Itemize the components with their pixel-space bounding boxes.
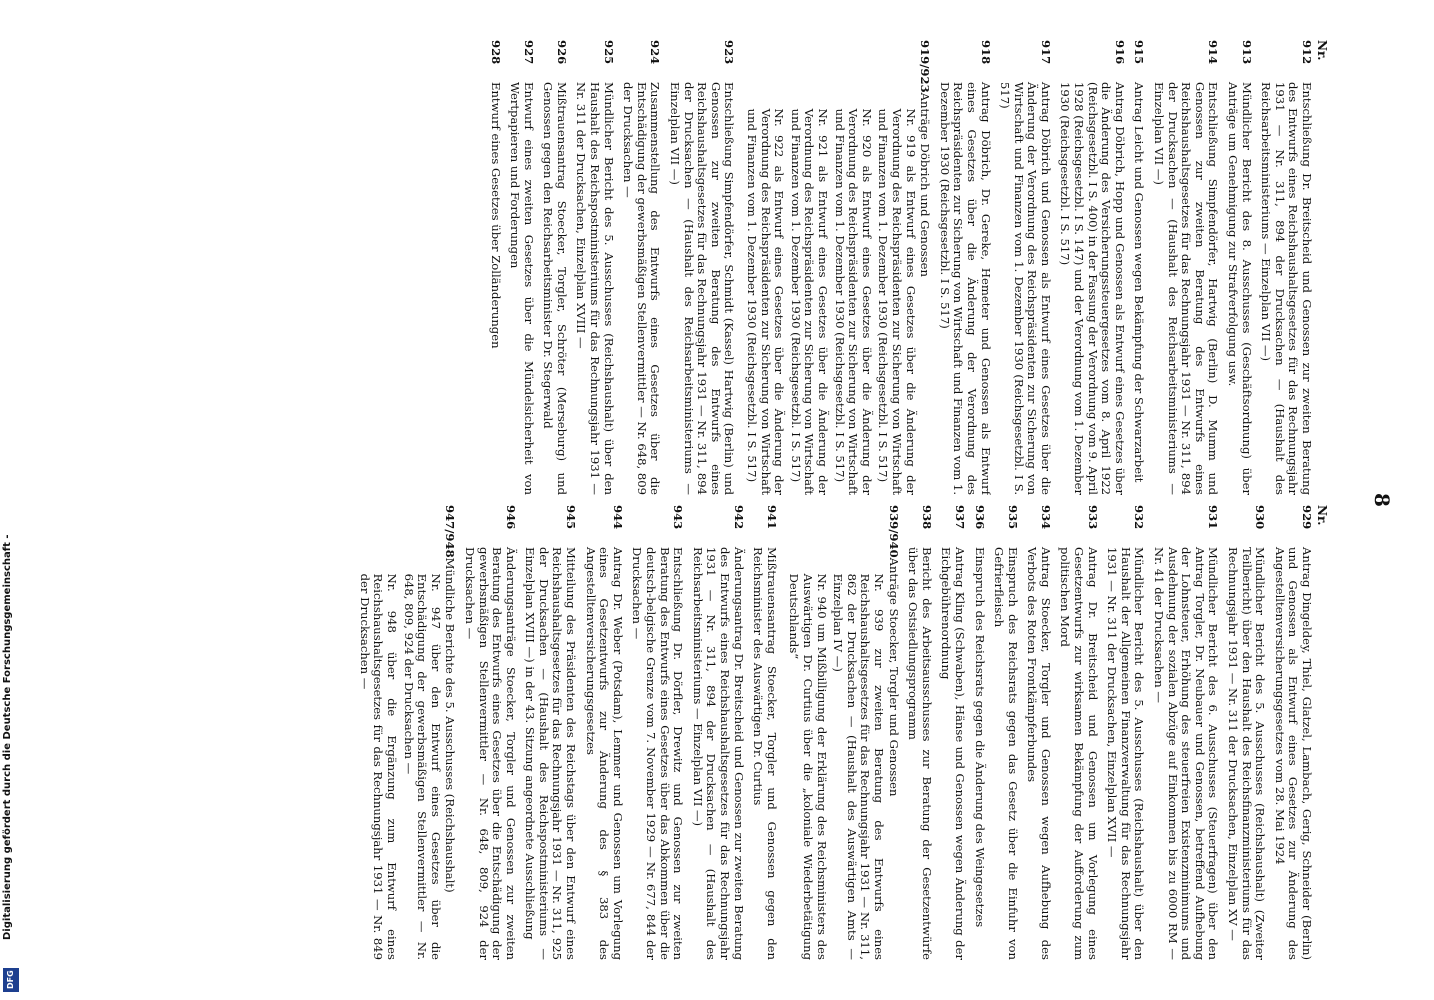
list-item [972, 505, 986, 960]
entry-number: 945 [564, 505, 579, 530]
list-item [1225, 40, 1252, 495]
entry-number: 937 [952, 505, 967, 530]
entry-text-block [741, 93, 931, 495]
entry-text: Mißtrauensantrag Stoecker, Torgler, Schröter (Merseburg) und Genossen gegen den Reichsarbeitsminister Dr. Stegerwald [541, 82, 569, 495]
list-item [937, 40, 991, 495]
entry-text-block [354, 558, 456, 960]
entry-text-block [1225, 82, 1252, 495]
sub-entry-text: Nr. 939 zur zweiten Beratung des Entwurfs eines Reichshaushaltsgesetzes für das Rechnungsjahr 1931 — Nr. 311, 862 der Drucksachen — (Haushalt des Auswärtigen Amts — Einzelplan IV —) [831, 573, 886, 960]
digitization-credit [2, 534, 22, 940]
entry-text-block [583, 547, 624, 960]
entry-number: 930 [1253, 505, 1268, 530]
entry-number: 913 [1239, 40, 1254, 65]
list-item [523, 505, 577, 960]
entry-number: 926 [554, 40, 569, 65]
sub-entry-text: Nr. 920 als Entwurf eines Gesetzes über die Änderung der Verordnung des Reichspräsidenten zur Sicherung von Wirtschaft und Finanzen vom 1. Dezember 1930 (Reichsgesetzbl. I S. 517) [832, 108, 874, 495]
entry-text: Mündlicher Bericht des 5. Ausschusses (Reichshaushalt) über den Haushalt der Allgemeinen Finanzverwaltung für das Rechnungsjahr 1931 — Nr. 311 der Drucksachen, Einzelplan XVII — [1105, 547, 1147, 960]
list-item [939, 505, 966, 960]
entry-number: 941 [764, 505, 779, 530]
list-item [1058, 505, 1099, 960]
entry-number: 912 [1300, 40, 1314, 65]
entry-text: Entschließung Dr. Breitscheid und Genossen zur zweiten Beratung des Entwurfs eines Reichshaushaltsgesetzes für das Rechnungsjahr 1931 — Nr. 311, 894 der Drucksachen — (Haushalt des Reichsarbeitsministeriums — Einzelplan VII —) [1259, 82, 1314, 495]
entry-number: 914 [1206, 40, 1221, 65]
entry-number: 915 [1132, 40, 1147, 65]
right-column [129, 505, 1329, 960]
entry-text-block [1259, 82, 1313, 495]
list-item [630, 505, 684, 960]
list-item [508, 40, 535, 495]
sub-entry-text: Nr. 919 als Entwurf eines Gesetzes über die Änderung der Verordnung des Reichspräsidenten zur Sicherung von Wirtschaft und Finanzen vom 1. Dezember 1930 (Reichsgesetzbl. I S. 517) [876, 108, 918, 495]
entry-text: Antrag Kling (Schwaben), Hänse und Genossen wegen Änderung der Eichgebührenordnung [939, 547, 967, 960]
entry-text-block [998, 82, 1052, 495]
entry-number: 934 [1038, 505, 1053, 530]
entry-number: 946 [503, 505, 518, 530]
entry-number: 935 [1005, 505, 1020, 530]
entry-number: 942 [731, 505, 746, 530]
entry-text: Änderungsantrag Dr. Breitscheid und Genossen zur zweiten Beratung des Entwurfs eines Reichshaushaltsgesetzes für das Rechnungsjahr 1931 — Nr. 311, 894 der Drucksachen — (Haushalt des Reichsarbeitsministeriums — Einzelplan VII —) [690, 547, 746, 960]
entry-text-block [1105, 547, 1146, 960]
entry-text-block [1151, 82, 1219, 495]
entry-text: Anträge Stoecker, Torgler und Genossen [886, 557, 901, 797]
entry-text-block [1058, 82, 1126, 495]
entry-text-block [1132, 82, 1146, 495]
entry-text: Antrag Dingeldey, Thiel, Glatzel, Lambach, Gerig, Schneider (Berlin) und Genossen als Entwurf eines Gesetzes zur Änderung des Angestelltenversicherungsgesetzes vom 28. Mai 1924 [1272, 547, 1314, 960]
entry-text-block [906, 547, 933, 960]
entry-list-right [354, 505, 1313, 960]
sub-entry-text: Nr. 948 über die Ergänzung zum Entwurf eines Reichshaushaltsgesetzes für das Rechnungsjahr 1931 — Nr. 849 der Drucksachen — [357, 573, 399, 960]
entry-text-block [574, 82, 615, 495]
entry-text: Antrag Dr. Weber (Potsdam), Lemmer und Genossen um Vorlegung eines Gesetzentwurfs zur Änderung des § 383 des Angestelltenversicherungsgesetzes [583, 547, 625, 960]
entry-text-block [937, 82, 991, 495]
entry-text: Mündlicher Bericht des 5. Ausschusses (Reichshaushalt) (Zweiter Teilbericht) über den Haushalt des Reichsfinanzministeriums für das Rechnungsjahr 1931 — Nr. 311 der Drucksachen, Einzelplan XV — [1226, 547, 1268, 960]
entry-text: Mündlicher Bericht des 5. Ausschusses (Reichshaushalt) über den Haushalt des Reichspostministeriums für das Rechnungsjahr 1931 — Nr. 311 der Drucksachen, Einzelplan XVIII — [574, 82, 616, 495]
list-item [998, 40, 1052, 495]
entry-text-block [1025, 547, 1052, 960]
entry-number: 917 [1038, 40, 1053, 65]
entry-number: 947/948 [443, 505, 458, 558]
entry-text: Entwurf eines Gesetzes über Zolländerungen [488, 82, 503, 349]
list-item [1105, 505, 1146, 960]
entry-text-block [1058, 547, 1099, 960]
list-item [1272, 505, 1313, 960]
entry-number: 925 [601, 40, 616, 65]
list-item [574, 40, 615, 495]
list-item [1151, 505, 1219, 960]
entry-text: Mündliche Berichte des 5. Ausschusses (Reichshaushalt) [443, 557, 458, 893]
entry-text: Entwurf eines zweiten Gesetzes über die Mündelsicherheit von Wertpapieren und Forderungen [508, 82, 536, 495]
left-column [129, 40, 1329, 495]
list-item [1132, 40, 1146, 495]
list-item [621, 40, 662, 495]
entry-text-block [1272, 547, 1313, 960]
entry-text: Mündlicher Bericht des 8. Ausschusses (Geschäftsordnung) über Anträge um Genehmigung zur Strafverfolgung usw. [1226, 82, 1254, 495]
entry-number: 916 [1112, 40, 1127, 65]
list-item [906, 505, 933, 960]
entry-text-block [523, 547, 577, 960]
entry-text-block [939, 547, 966, 960]
entry-number: 933 [1085, 505, 1100, 530]
entry-text: Antrag Döbrich, Hopp und Genossen als Entwurf eines Gesetzes über die Änderung des Versicherungssteuergesetzes vom 8. April 1922 (Reichsgesetzbl. I S. 400) in der Fassung der Verordnung vom 9. April 1928 (Reichsgesetzbl. I S. 147) und der Verordnung vom 1. Dezember 1930 (Reichsgesetzbl. I S. 517) [1058, 82, 1127, 495]
entry-number: 944 [610, 505, 625, 530]
list-item [690, 505, 744, 960]
entry-number: 929 [1300, 505, 1314, 530]
list-item [784, 505, 900, 960]
entry-number: 918 [978, 40, 993, 65]
entry-text: Änderungsanträge Stoecker, Torgler und Genossen zur zweiten Beratung des Entwurfs eines Gesetzes über die Entschädigung der gewerbsmäßigen Stellenvermittler — Nr. 648, 809, 924 der Drucksachen — [462, 547, 518, 960]
entry-text: Mitteilung des Präsidenten des Reichstags über den Entwurf eines Reichshaushaltsgesetzes für das Rechnungsjahr 1931 — Nr. 311, 925 der Drucksachen — (Haushalt des Reichspostministeriums — Einzelplan XVIII —) in der 43. Sitzung angeordnete Ausschließung [523, 547, 579, 960]
list-item [583, 505, 624, 960]
entry-text: Antrag Stoecker, Torgler und Genossen wegen Aufhebung des Verbots des Roten Frontkämpferbundes [1025, 547, 1053, 960]
entry-text-block [992, 547, 1019, 960]
entry-number: 927 [521, 40, 536, 65]
entry-text: Einspruch des Reichsrats gegen das Gesetz über die Einfuhr von Gefrierfleisch [992, 547, 1020, 960]
list-item [741, 40, 931, 495]
entry-text: Entschließung Simpfendörfer, Hartwig (Berlin) D. Mumm und Genossen zur zweiten Beratung des Entwurfs eines Reichshaushaltsgesetzes für das Rechnungsjahr 1931 — Nr. 311, 894 der Drucksachen — (Haushalt des Reichsarbeitsministeriums — Einzelplan VII —) [1152, 82, 1221, 495]
credit-text: Digitalisierung gefördert durch die Deutsche Forschungsgemeinschaft - [2, 534, 13, 940]
list-item [462, 505, 516, 960]
entry-text-block [508, 82, 535, 495]
entry-text: Einspruch des Reichsrats gegen die Änderung des Weingesetzes [972, 547, 987, 928]
entry-number: 923 [722, 40, 737, 65]
entry-text-block [1151, 547, 1219, 960]
sub-entry-text: Nr. 947 über den Entwurf eines Gesetzes über die Entschädigung der gewerbsmäßigen Stellenvermittler — Nr. 648, 809, 924 der Drucksachen — [401, 573, 443, 960]
entry-text-block [1225, 547, 1266, 960]
entry-text-block [488, 82, 502, 495]
entry-text: Bericht des Arbeitsausschusses zur Beratung der Gesetzentwürfe über das Ostsiedlungsprogramm [906, 547, 934, 960]
entry-text-block [462, 547, 516, 960]
column-header: Nr. [1315, 505, 1329, 526]
entry-number: 938 [919, 505, 934, 530]
entry-text-block [690, 547, 744, 960]
entry-text: Zusammenstellung des Entwurfs eines Gesetzes über die Entschädigung der gewerbsmäßigen Stellenvermittler — Nr. 648, 809 der Drucksachen — [621, 82, 663, 495]
list-item [488, 40, 502, 495]
list-item [1225, 505, 1266, 960]
list-item [667, 40, 735, 495]
entry-number: 936 [972, 505, 987, 530]
list-item [1058, 40, 1126, 495]
entry-text-block [784, 558, 900, 960]
entry-number: 932 [1132, 505, 1147, 530]
list-item [992, 505, 1019, 960]
entry-number: 939/940 [886, 505, 901, 558]
sub-entry-text: Nr. 922 als Entwurf eines Gesetzes über die Änderung der Verordnung des Reichspräsidenten zur Sicherung von Wirtschaft und Finanzen vom 1. Dezember 1930 (Reichsgesetzbl. I S. 517) [745, 108, 787, 495]
list-item [354, 505, 456, 960]
list-item [751, 505, 778, 960]
entry-text: Anträge Döbrich und Genossen [918, 92, 933, 277]
entry-number: 919/923 [918, 40, 933, 93]
entry-text: Mündlicher Bericht des 6. Ausschusses (Steuerfragen) über den Antrag Torgler, Dr. Neubauer und Genossen, betreffend Aufhebung der Lohnsteuer, Erhöhung des steuerfreien Existenzminimums und Ausdehnung der sozialen Abzüge auf Einkommen bis zu 6000 RM — Nr. 41 der Drucksachen — [1152, 547, 1221, 960]
dfg-logo: DFG [3, 968, 19, 992]
entry-text-block [667, 82, 735, 495]
entry-text-block [630, 547, 684, 960]
entry-number: 943 [671, 505, 686, 530]
list-item [541, 40, 568, 495]
page-number: 8 [1370, 493, 1394, 507]
list-item [1025, 505, 1052, 960]
entry-text-block [751, 547, 778, 960]
column-header: Nr. [1315, 40, 1329, 61]
list-item [1259, 40, 1313, 495]
entry-text: Antrag Leicht und Genossen wegen Bekämpfung der Schwarzarbeit [1132, 82, 1147, 483]
entry-text: Antrag Döbrich, Dr. Gereke, Hemeter und Genossen als Entwurf eines Gesetzes über die Änderung der Verordnung des Reichspräsidenten zur Sicherung von Wirtschaft und Finanzen vom 1. Dezember 1930 (Reichsgesetzbl. I S. 517) [937, 82, 993, 495]
entry-number: 928 [488, 40, 503, 65]
list-item [1151, 40, 1219, 495]
entry-number: 924 [648, 40, 663, 65]
sub-entry-text: Nr. 921 als Entwurf eines Gesetzes über die Änderung der Verordnung des Reichspräsidenten zur Sicherung von Wirtschaft und Finanzen vom 1. Dezember 1930 (Reichsgesetzbl. I S. 517) [788, 108, 830, 495]
entry-text-block [621, 82, 662, 495]
entry-text-block [541, 82, 568, 495]
entry-text: Antrag Dr. Breitscheid und Genossen um Vorlegung eines Gesetzentwurfs zur wirksamen Bekämpfung der Aufforderung zum politischen Mord [1058, 547, 1100, 960]
entry-text: Entschließung Simpfendörfer, Schmidt (Kassel) Hartwig (Berlin) und Genossen zur zweiten Beratung des Entwurfs eines Reichshaushaltsgesetzes für das Rechnungsjahr 1931 — Nr. 311, 894 der Drucksachen — (Haushalt des Reichsarbeitsministeriums — Einzelplan VII —) [668, 82, 737, 495]
entry-text: Mißtrauensantrag Stoecker, Torgler und Genossen gegen den Reichsminister des Auswärtigen Dr. Curtius [751, 547, 779, 960]
sub-entry-text: Nr. 940 um Mißbilligung der Erklärung des Reichsministers des Auswärtigen Dr. Curtius über die „koloniale Wiederbetätigung Deutschlands“ [787, 573, 829, 960]
entry-text: Entschließung Dr. Dörfler, Drewitz und Genossen zur zweiten Beratung des Entwurfs eines Gesetzes über das Abkommen über die deutsch-belgische Grenze vom 7. November 1929 — Nr. 677, 844 der Drucksachen — [630, 547, 686, 960]
entry-list-left [488, 40, 1313, 495]
entry-text: Antrag Döbrich und Genossen als Entwurf eines Gesetzes über die Änderung der Verordnung des Reichspräsidenten zur Sicherung von Wirtschaft und Finanzen vom 1. Dezember 1930 (Reichsgesetzbl. I S. 517) [998, 82, 1053, 495]
entry-text-block [972, 547, 986, 960]
entry-number: 931 [1206, 505, 1221, 530]
